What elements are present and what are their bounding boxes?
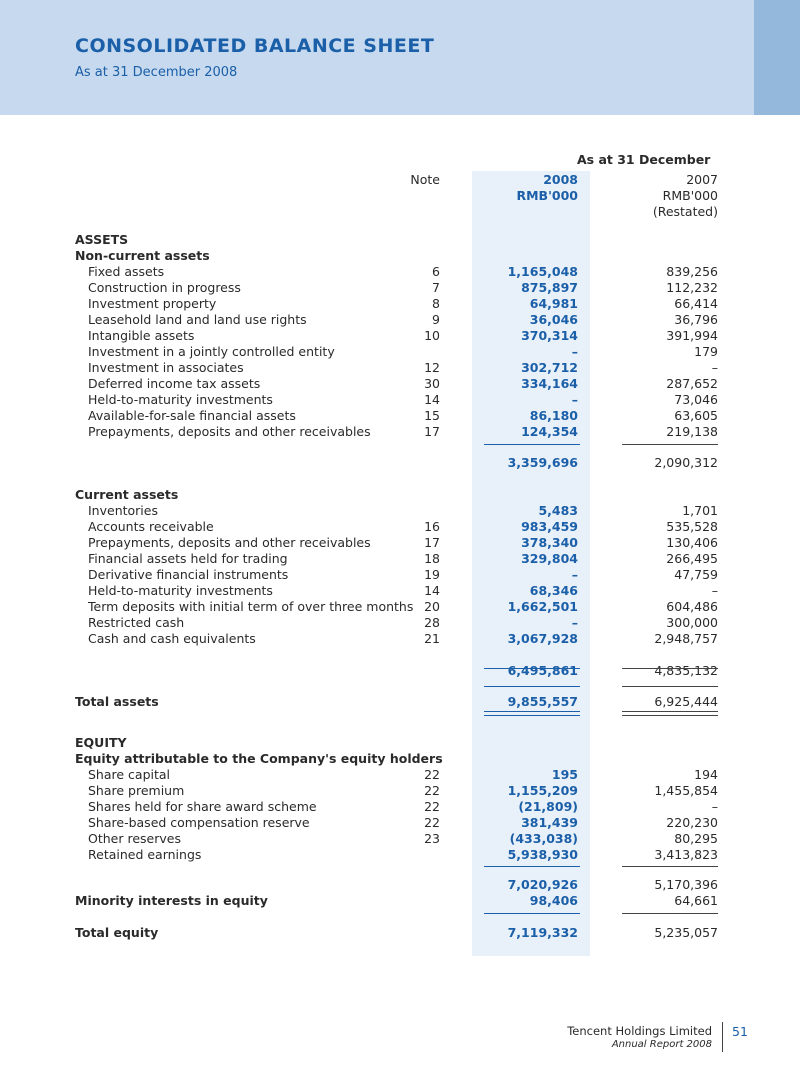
row-label: Non-current assets — [75, 248, 210, 263]
row-label: Retained earnings — [88, 847, 202, 862]
table-row — [0, 487, 800, 503]
row-label: Available-for-sale financial assets — [88, 408, 296, 423]
value-2008: 5,938,930 — [507, 847, 578, 862]
table-row — [0, 631, 800, 647]
table-row — [0, 551, 800, 567]
row-label: Investment property — [88, 296, 217, 311]
row-note: 20 — [424, 599, 440, 614]
table-row — [0, 312, 800, 328]
value-2007: 112,232 — [666, 280, 718, 295]
value-2007: 220,230 — [666, 815, 718, 830]
row-note: 30 — [424, 376, 440, 391]
row-note: 18 — [424, 551, 440, 566]
value-2007: 4,835,132 — [654, 663, 718, 678]
table-row — [0, 392, 800, 408]
row-label: Investment in associates — [88, 360, 244, 375]
row-note: 14 — [424, 392, 440, 407]
value-2007: 3,413,823 — [654, 847, 718, 862]
row-label: EQUITY — [75, 735, 127, 750]
row-label: Minority interests in equity — [75, 893, 268, 908]
value-2008: 983,459 — [521, 519, 578, 534]
row-note: 17 — [424, 424, 440, 439]
value-2007: 2,090,312 — [654, 455, 718, 470]
value-2008: 3,067,928 — [507, 631, 578, 646]
table-row — [0, 248, 800, 264]
value-2007: 1,701 — [682, 503, 718, 518]
table-row — [0, 735, 800, 751]
table-row — [0, 455, 800, 471]
row-label: Prepayments, deposits and other receivables — [88, 535, 371, 550]
row-note: 17 — [424, 535, 440, 550]
table-row — [0, 344, 800, 360]
table-row — [0, 567, 800, 583]
value-2007: 5,170,396 — [654, 877, 718, 892]
row-note: 7 — [432, 280, 440, 295]
row-note: 16 — [424, 519, 440, 534]
value-2008: 5,483 — [538, 503, 578, 518]
value-2007: 194 — [694, 767, 718, 782]
value-2007: 36,796 — [674, 312, 718, 327]
value-2008: 9,855,557 — [507, 694, 578, 709]
row-label: Investment in a jointly controlled entity — [88, 344, 335, 359]
row-label: Fixed assets — [88, 264, 165, 279]
subtotal-rule-2007 — [622, 913, 718, 914]
value-2008: 1,662,501 — [507, 599, 578, 614]
table-row — [0, 599, 800, 615]
value-2008: – — [571, 344, 578, 359]
value-2008: 334,164 — [521, 376, 578, 391]
row-label: Share premium — [88, 783, 185, 798]
subtotal-rule-2008 — [484, 668, 580, 669]
page-number: 51 — [732, 1024, 748, 1039]
value-2008: 7,119,332 — [507, 925, 578, 940]
row-label: Current assets — [75, 487, 179, 502]
table-row — [0, 615, 800, 631]
row-label: Equity attributable to the Company's equity holders — [75, 751, 443, 766]
footer-report: Annual Report 2008 — [611, 1039, 712, 1050]
row-label: Derivative financial instruments — [88, 567, 289, 582]
table-row — [0, 893, 800, 909]
value-2007: – — [711, 799, 718, 814]
value-2008: 370,314 — [521, 328, 578, 343]
table-row — [0, 296, 800, 312]
value-2007: 2,948,757 — [654, 631, 718, 646]
table-row — [0, 925, 800, 941]
table-row — [0, 280, 800, 296]
row-note: 8 — [432, 296, 440, 311]
value-2008: 381,439 — [521, 815, 578, 830]
value-2008: (433,038) — [509, 831, 578, 846]
table-row — [0, 360, 800, 376]
value-2007: 219,138 — [666, 424, 718, 439]
value-2007: 179 — [694, 344, 718, 359]
value-2008: (21,809) — [518, 799, 578, 814]
table-row — [0, 663, 800, 679]
page-title: CONSOLIDATED BALANCE SHEET — [75, 35, 435, 57]
table-row — [0, 408, 800, 424]
value-2008: 378,340 — [521, 535, 578, 550]
row-label: ASSETS — [75, 232, 129, 247]
row-label: Intangible assets — [88, 328, 195, 343]
table-row — [0, 232, 800, 248]
value-2007: 6,925,444 — [654, 694, 718, 709]
row-note: 28 — [424, 615, 440, 630]
value-2008: 875,897 — [521, 280, 578, 295]
row-note: 9 — [432, 312, 440, 327]
row-label: Share-based compensation reserve — [88, 815, 310, 830]
value-2008: – — [571, 615, 578, 630]
value-2008: 36,046 — [529, 312, 578, 327]
value-2007: 63,605 — [674, 408, 718, 423]
table-row — [0, 264, 800, 280]
row-label: Restricted cash — [88, 615, 185, 630]
table-row — [0, 783, 800, 799]
value-2008: – — [571, 567, 578, 582]
subtotal-rule-2007 — [622, 866, 718, 867]
total-double-rule-2008 — [484, 711, 580, 712]
subtotal-rule-2008 — [484, 686, 580, 687]
value-2008: – — [571, 392, 578, 407]
row-note: 21 — [424, 631, 440, 646]
column-group-header: As at 31 December — [577, 152, 711, 167]
row-note: 22 — [424, 799, 440, 814]
table-row — [0, 376, 800, 392]
header-accent-tab — [754, 0, 800, 115]
row-note: 22 — [424, 815, 440, 830]
table-row — [0, 535, 800, 551]
table-row — [0, 328, 800, 344]
value-2008: 3,359,696 — [507, 455, 578, 470]
value-2008: 86,180 — [529, 408, 578, 423]
value-2007: 47,759 — [674, 567, 718, 582]
year-2007-restated: (Restated) — [652, 204, 718, 219]
value-2007: 73,046 — [674, 392, 718, 407]
row-note: 15 — [424, 408, 440, 423]
subtotal-rule-2007 — [622, 686, 718, 687]
row-note: 22 — [424, 783, 440, 798]
table-row — [0, 503, 800, 519]
value-2007: 66,414 — [674, 296, 718, 311]
value-2007: 130,406 — [666, 535, 718, 550]
row-label: Term deposits with initial term of over three months — [88, 599, 414, 614]
value-2007: 300,000 — [666, 615, 718, 630]
subtotal-rule-2007 — [622, 668, 718, 669]
year-2007-unit: RMB'000 — [662, 188, 718, 203]
value-2008: 68,346 — [529, 583, 578, 598]
value-2008: 195 — [551, 767, 578, 782]
value-2008: 64,981 — [529, 296, 578, 311]
row-label: Total equity — [75, 925, 159, 940]
value-2007: 604,486 — [666, 599, 718, 614]
table-row — [0, 424, 800, 440]
table-row — [0, 694, 800, 710]
year-2007-header: 2007 — [686, 172, 718, 187]
total-double-rule-2007 — [622, 715, 718, 716]
value-2007: – — [711, 583, 718, 598]
page-subtitle: As at 31 December 2008 — [75, 65, 238, 80]
value-2008: 98,406 — [529, 893, 578, 908]
total-double-rule-2008 — [484, 715, 580, 716]
value-2008: 6,495,861 — [507, 663, 578, 678]
row-label: Held-to-maturity investments — [88, 583, 273, 598]
page-header — [0, 0, 800, 115]
value-2008: 7,020,926 — [507, 877, 578, 892]
value-2008: 1,165,048 — [507, 264, 578, 279]
row-label: Financial assets held for trading — [88, 551, 288, 566]
row-label: Other reserves — [88, 831, 181, 846]
row-label: Prepayments, deposits and other receivables — [88, 424, 371, 439]
table-row — [0, 847, 800, 863]
year-2008-header: 2008 — [543, 172, 578, 187]
value-2008: 302,712 — [521, 360, 578, 375]
footer-separator — [722, 1022, 723, 1052]
row-note: 14 — [424, 583, 440, 598]
footer-company: Tencent Holdings Limited — [567, 1024, 712, 1038]
value-2007: 266,495 — [666, 551, 718, 566]
value-2007: 80,295 — [674, 831, 718, 846]
row-note: 22 — [424, 767, 440, 782]
value-2008: 1,155,209 — [507, 783, 578, 798]
row-note: 10 — [424, 328, 440, 343]
table-row — [0, 767, 800, 783]
value-2007: 839,256 — [666, 264, 718, 279]
value-2007: 287,652 — [666, 376, 718, 391]
subtotal-rule-2008 — [484, 866, 580, 867]
row-label: Total assets — [75, 694, 159, 709]
year-2008-unit: RMB'000 — [516, 188, 578, 203]
value-2007: 535,528 — [666, 519, 718, 534]
row-label: Deferred income tax assets — [88, 376, 261, 391]
value-2007: – — [711, 360, 718, 375]
row-note: 12 — [424, 360, 440, 375]
row-label: Construction in progress — [88, 280, 241, 295]
subtotal-rule-2008 — [484, 913, 580, 914]
subtotal-rule-2008 — [484, 444, 580, 445]
note-header: Note — [410, 172, 440, 187]
table-row — [0, 519, 800, 535]
row-label: Share capital — [88, 767, 171, 782]
row-note: 6 — [432, 264, 440, 279]
table-row — [0, 877, 800, 893]
value-2008: 329,804 — [521, 551, 578, 566]
row-label: Leasehold land and land use rights — [88, 312, 307, 327]
table-row — [0, 583, 800, 599]
table-row — [0, 751, 800, 767]
table-row — [0, 799, 800, 815]
table-row — [0, 831, 800, 847]
row-label: Shares held for share award scheme — [88, 799, 317, 814]
value-2008: 124,354 — [521, 424, 578, 439]
table-row — [0, 815, 800, 831]
total-double-rule-2007 — [622, 711, 718, 712]
value-2007: 64,661 — [674, 893, 718, 908]
subtotal-rule-2007 — [622, 444, 718, 445]
row-label: Held-to-maturity investments — [88, 392, 273, 407]
value-2007: 5,235,057 — [654, 925, 718, 940]
row-note: 19 — [424, 567, 440, 582]
value-2007: 391,994 — [666, 328, 718, 343]
row-label: Inventories — [88, 503, 158, 518]
value-2007: 1,455,854 — [654, 783, 718, 798]
row-label: Cash and cash equivalents — [88, 631, 256, 646]
row-label: Accounts receivable — [88, 519, 214, 534]
row-note: 23 — [424, 831, 440, 846]
